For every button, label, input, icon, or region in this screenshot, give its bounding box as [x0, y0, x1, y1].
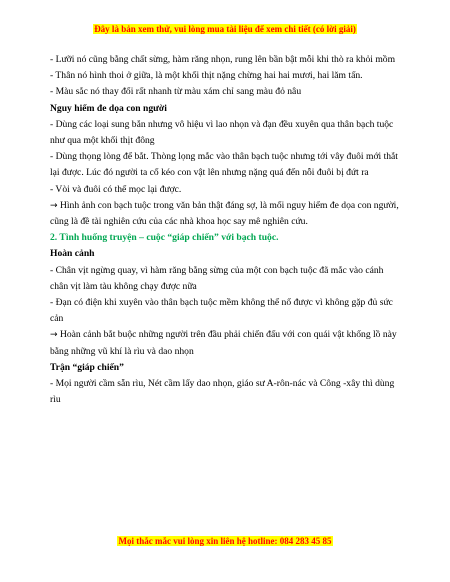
- paragraph-bullets: - Đạn có điện khi xuyên vào thân bạch tuộc mềm không thể nổ được vì không gặp đủ sức cản: [50, 297, 393, 325]
- top-banner: [0, 24, 450, 34]
- right-arrow-icon: →: [50, 200, 58, 211]
- section-heading-situation: 2. Tình huống truyện – cuộc “giáp chiến” với bạch tuộc.: [50, 232, 279, 244]
- conclusion-image-text: Hình ảnh con bạch tuộc trong văn bản thật đáng sợ, là mối nguy hiểm đe dọa con người, cũng là đề tài nghiên cứu của các nhà khoa học say mê nghiên cứu.: [50, 199, 399, 228]
- paragraph-conclusion-circumstance: [50, 327, 400, 359]
- section-heading-danger: Nguy hiểm đe dọa con người: [50, 102, 167, 114]
- bottom-banner: [0, 536, 450, 546]
- paragraph-axes: - Mọi người cầm sẵn rìu, Nét cầm lấy dao nhọn, giáo sư A-rôn-nác và Công -xây thì dùng rìu: [50, 378, 395, 406]
- paragraph-body-shape: - Thân nó hình thoi ở giữa, là một khối thịt nặng chừng hai hai mươi, hai lăm tấn.: [50, 70, 363, 82]
- top-banner-text: Đây là bản xem thử, vui lòng mua tài liệu để xem chi tiết (có lời giải): [94, 24, 356, 34]
- conclusion-circumstance-text: Hoàn cảnh bắt buộc những người trên đầu phải chiến đấu với con quái vật khổng lồ này bằng những vũ khí là rìu và dao nhọn: [50, 329, 397, 357]
- paragraph-lasso: - Dùng thọng lòng để bắt. Thòng lọng mắc vào thân bạch tuộc nhưng tới vây đuôi mới thắt lại được. Lúc đó người ta cố kéo con vật lên nhưng nặng quá đến nỗi đuôi bị đứt ra: [50, 151, 398, 179]
- document-body: [50, 52, 400, 408]
- paragraph-conclusion-image: [50, 198, 400, 230]
- paragraph-tongue: - Lưỡi nó cũng bằng chất sừng, hàm răng nhọn, rung lên bần bật mỗi khi thò ra khỏi mồm: [50, 54, 396, 65]
- paragraph-regrow: - Vòi và đuôi có thể mọc lại được.: [50, 183, 182, 195]
- paragraph-propeller: - Chân vịt ngừng quay, vì hàm răng bằng sừng của một con bạch tuộc đã mắc vào cánh chân vịt làm tàu không chạy được nữa: [50, 264, 384, 292]
- paragraph-color: - Màu sắc nó thay đổi rất nhanh từ màu xám chỉ sang màu đỏ nâu: [50, 86, 302, 98]
- subheading-circumstance: Hoàn cảnh: [50, 248, 95, 260]
- right-arrow-icon: →: [50, 330, 58, 341]
- bottom-banner-text: Mọi thắc mắc vui lòng xin liên hệ hotline: 084 283 45 85: [118, 536, 332, 546]
- paragraph-guns: - Dùng các loại sung bắn nhưng vô hiệu vì lao nhọn và đạn đều xuyên qua thân bạch tuộc như qua một khối thịt đông: [50, 118, 394, 147]
- subheading-battle: Trận “giáp chiến”: [50, 361, 124, 373]
